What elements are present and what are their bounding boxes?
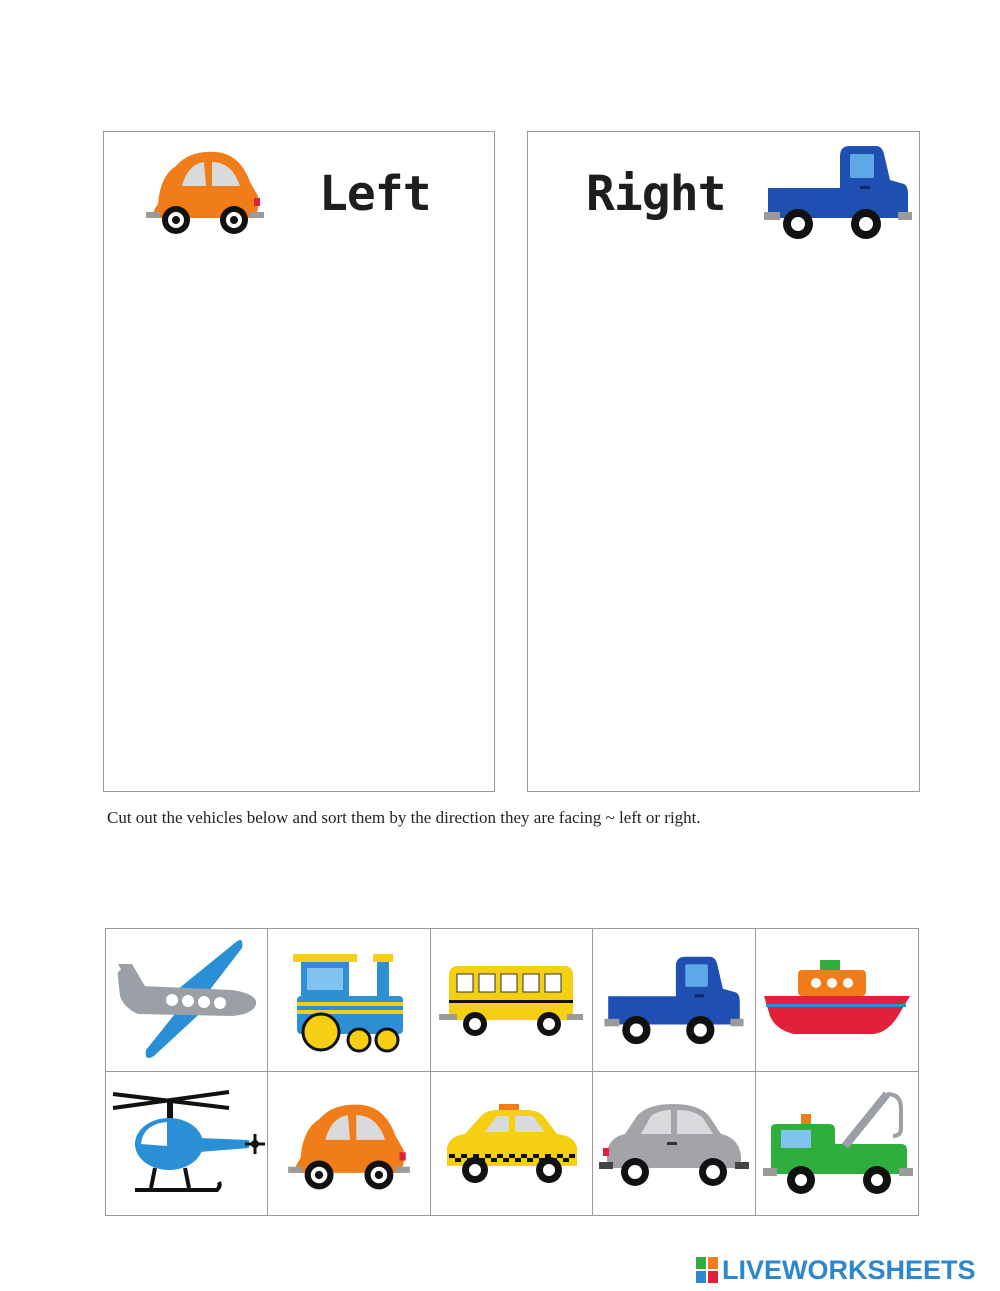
orange-car-icon — [284, 1096, 414, 1192]
blue-pickup-truck-icon — [764, 142, 912, 246]
helicopter-cutout[interactable] — [106, 1072, 268, 1215]
airplane-cutout[interactable] — [106, 929, 268, 1072]
taxi-cutout[interactable] — [431, 1072, 593, 1215]
pickup-truck-icon — [604, 953, 744, 1047]
train-cutout[interactable] — [268, 929, 430, 1072]
liveworksheets-blocks-icon — [696, 1257, 718, 1283]
boat-cutout[interactable] — [756, 929, 918, 1072]
taxi-icon — [441, 1102, 581, 1186]
gray-car-icon — [599, 1098, 749, 1190]
orange-car-icon — [142, 144, 268, 240]
school-bus-icon — [439, 960, 583, 1040]
left-title: Left — [319, 166, 431, 222]
liveworksheets-logo — [696, 1254, 976, 1286]
tow-truck-icon — [761, 1088, 913, 1200]
tow-truck-cutout[interactable] — [756, 1072, 918, 1215]
helicopter-icon — [109, 1088, 265, 1200]
right-sort-box[interactable] — [527, 131, 920, 792]
gray-car-cutout[interactable] — [593, 1072, 755, 1215]
car-cutout[interactable] — [268, 1072, 430, 1215]
instructions-text: Cut out the vehicles below and sort them by the direction they are facing ~ left or right. — [107, 808, 701, 827]
pickup-truck-cutout[interactable] — [593, 929, 755, 1072]
right-title: Right — [586, 166, 726, 222]
liveworksheets-text: LIVEWORKSHEETS — [722, 1254, 976, 1285]
left-sort-box[interactable] — [103, 131, 495, 792]
boat-icon — [762, 958, 912, 1042]
train-icon — [287, 944, 411, 1056]
vehicle-cutout-grid — [105, 928, 919, 1216]
school-bus-cutout[interactable] — [431, 929, 593, 1072]
airplane-icon — [112, 938, 262, 1062]
